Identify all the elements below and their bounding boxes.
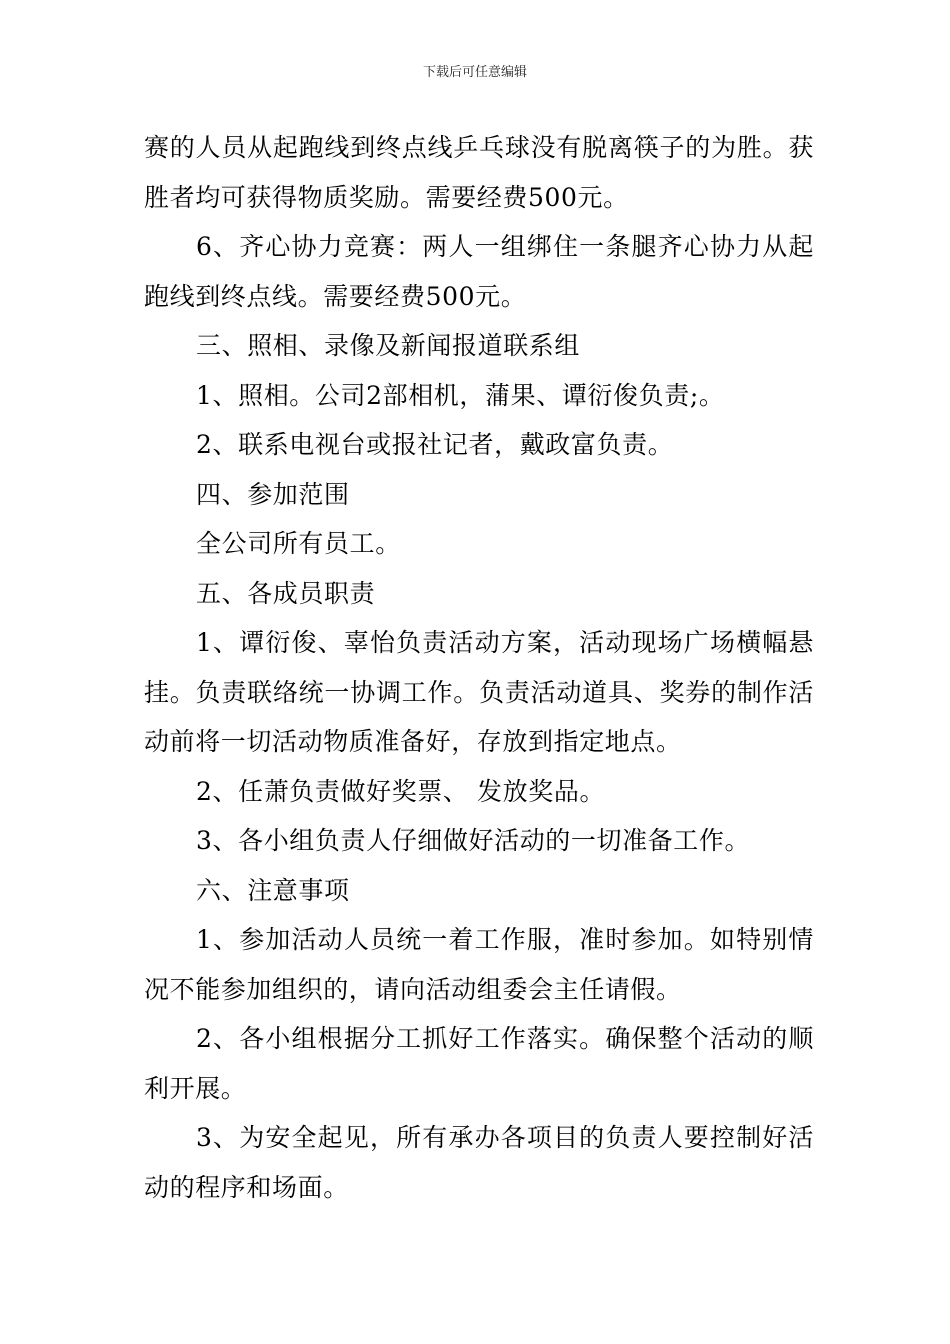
paragraph-item-1: 1、谭衍俊、辜怡负责活动方案，活动现场广场横幅悬挂。负责联络统一协调工作。负责活动道具、奖券的制作活动前将一切活动物质准备好，存放到指定地点。 xyxy=(144,628,814,756)
section-heading-5: 五、各成员职责 xyxy=(196,578,376,608)
section-heading-6: 六、注意事项 xyxy=(196,875,350,905)
paragraph-item-3: 3、各小组负责人仔细做好活动的一切准备工作。 xyxy=(196,826,751,855)
section-heading-3: 三、照相、录像及新闻报道联系组 xyxy=(196,331,581,360)
section-heading-4: 四、参加范围 xyxy=(196,479,350,509)
document-body xyxy=(144,123,814,1212)
paragraph-continuation: 赛的人员从起跑线到终点线乒乓球没有脱离筷子的为胜。获胜者均可获得物质奖励。需要经费500元。 xyxy=(144,133,814,212)
paragraph-item-2: 2、联系电视台或报社记者，戴政富负责。 xyxy=(196,430,674,459)
paragraph-item-6: 6、齐心协力竞赛：两人一组绑住一条腿齐心协力从起跑线到终点线。需要经费500元。 xyxy=(144,232,814,311)
paragraph-item-1: 1、照相。公司2部相机，蒲果、谭衍俊负责;。 xyxy=(196,380,725,410)
paragraph-item-1: 1、参加活动人员统一着工作服，准时参加。如特别情况不能参加组织的，请向活动组委会主任请假。 xyxy=(144,925,814,1004)
paragraph-item-3: 3、为安全起见，所有承办各项目的负责人要控制好活动的程序和场面。 xyxy=(144,1123,814,1202)
paragraph-item-2: 2、任萧负责做好奖票、 发放奖品。 xyxy=(196,776,606,806)
page-header-note: 下载后可任意编辑 xyxy=(422,65,527,80)
paragraph-item-2: 2、各小组根据分工抓好工作落实。确保整个活动的顺利开展。 xyxy=(144,1024,814,1103)
paragraph-scope: 全公司所有员工。 xyxy=(196,529,401,558)
